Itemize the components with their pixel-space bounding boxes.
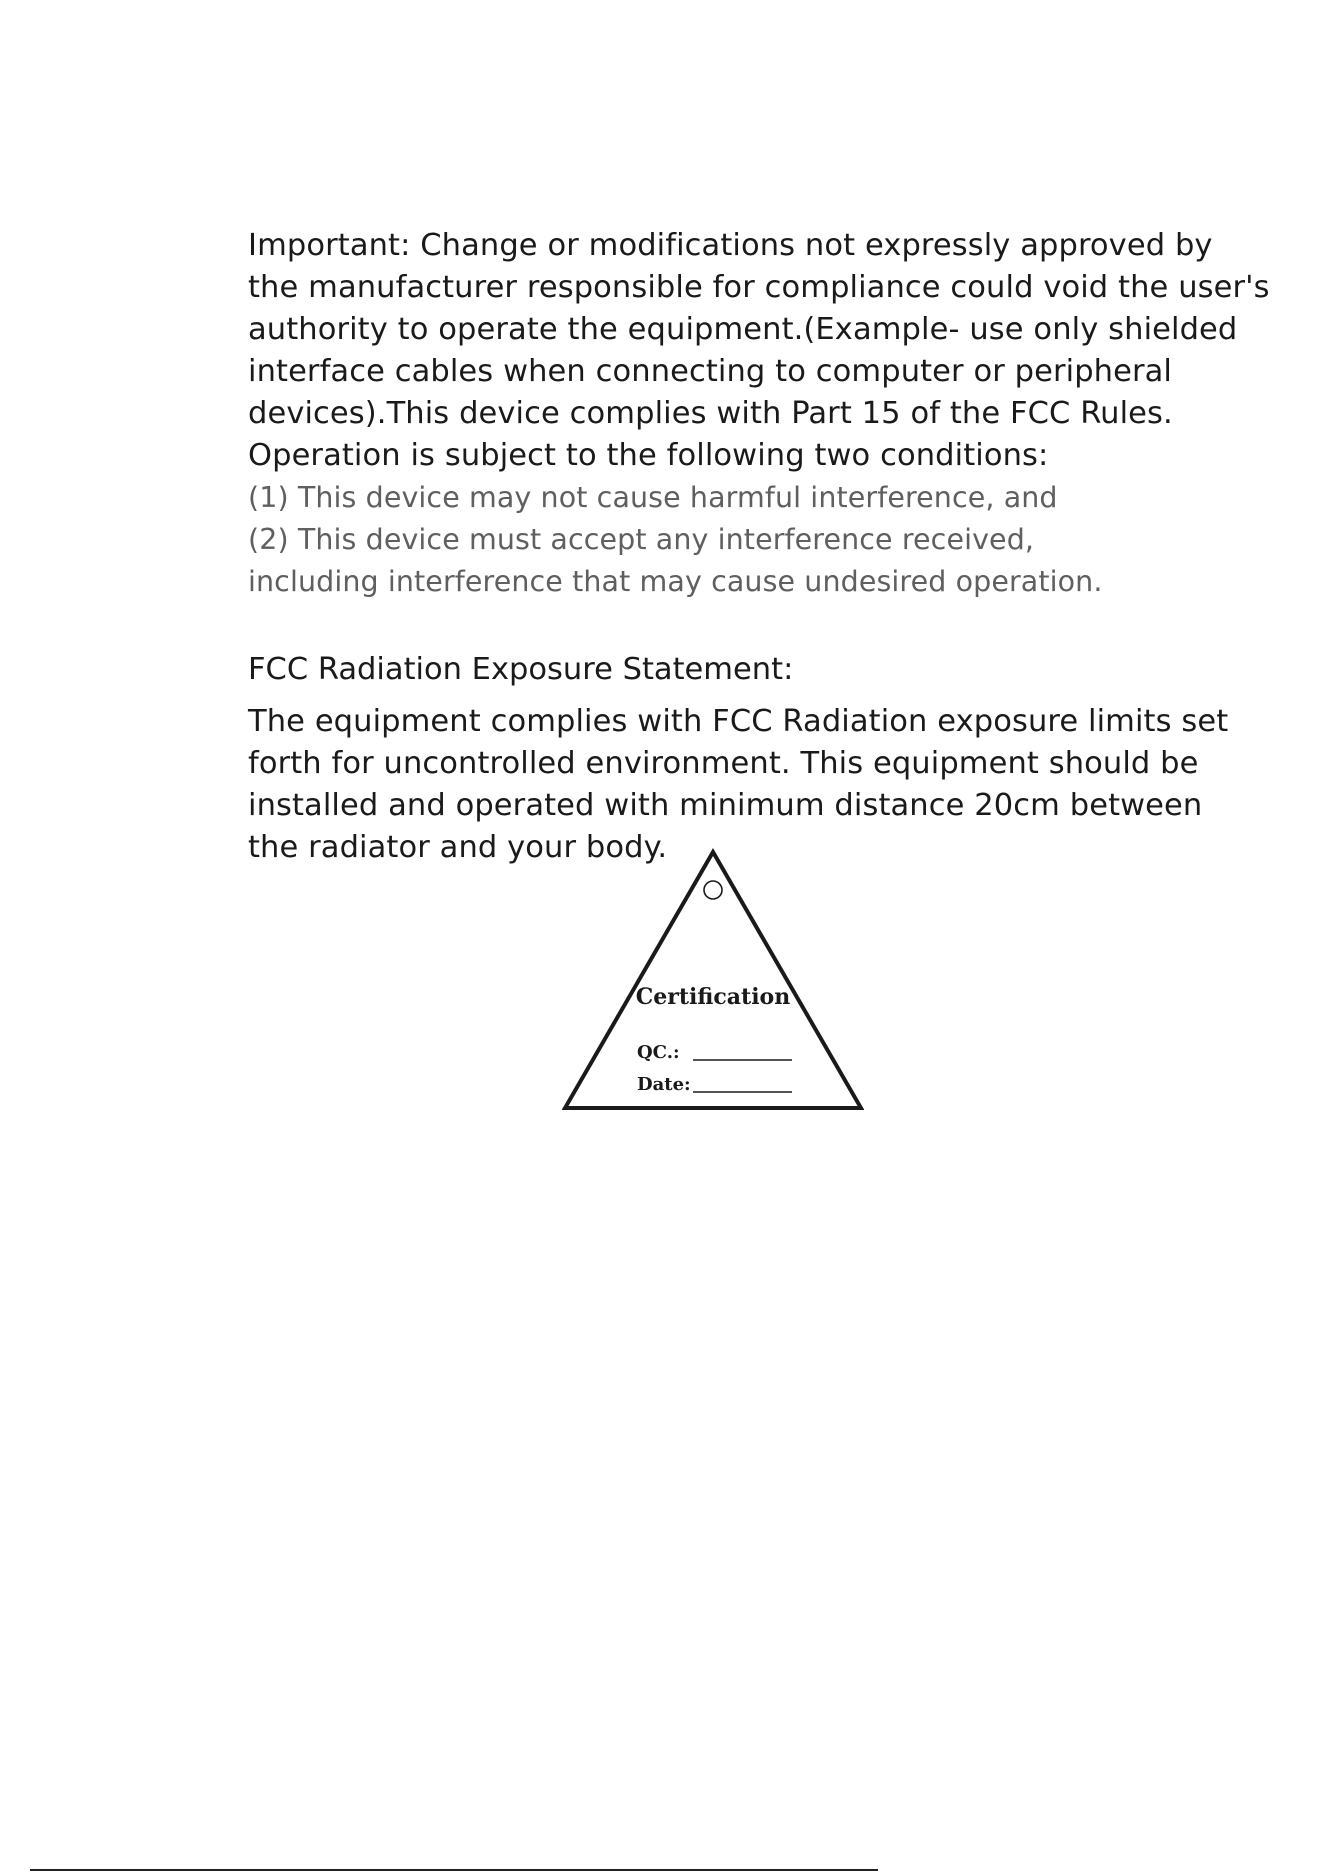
fcc-notice xyxy=(248,225,1270,603)
radiation-line: The equipment complies with FCC Radiation exposure limits set xyxy=(248,704,1229,739)
section-spacer xyxy=(248,603,1248,649)
condition-line: including interference that may cause undesired operation. xyxy=(248,565,1103,598)
radiation-statement xyxy=(248,649,1248,869)
notice-line: the manufacturer responsible for compliance could void the user's xyxy=(248,270,1270,305)
certification-title: Certification xyxy=(635,984,791,1010)
triangle-outline xyxy=(565,852,861,1108)
notice-line: interface cables when connecting to computer or peripheral xyxy=(248,354,1172,389)
notice-line: Important: Change or modifications not expressly approved by xyxy=(248,228,1213,263)
certification-triangle xyxy=(562,848,864,1112)
document-body xyxy=(248,225,1270,869)
condition-line: (2) This device must accept any interference received, xyxy=(248,523,1035,556)
footer-rule xyxy=(30,1869,878,1871)
hang-hole-icon xyxy=(704,881,722,899)
qc-label: QC.: xyxy=(637,1042,680,1063)
condition-line: (1) This device may not cause harmful interference, and xyxy=(248,481,1058,514)
date-label: Date: xyxy=(637,1074,691,1095)
radiation-heading: FCC Radiation Exposure Statement: xyxy=(248,652,794,687)
radiation-line: forth for uncontrolled environment. This equipment should be xyxy=(248,746,1199,781)
notice-line: devices).This device complies with Part 15 of the FCC Rules. xyxy=(248,396,1173,431)
radiation-line: the radiator and your body. xyxy=(248,830,668,865)
radiation-line: installed and operated with minimum distance 20cm between xyxy=(248,788,1203,823)
notice-line: authority to operate the equipment.(Example- use only shielded xyxy=(248,312,1238,347)
certification-tag xyxy=(562,848,864,1112)
notice-line: Operation is subject to the following two conditions: xyxy=(248,438,1049,473)
